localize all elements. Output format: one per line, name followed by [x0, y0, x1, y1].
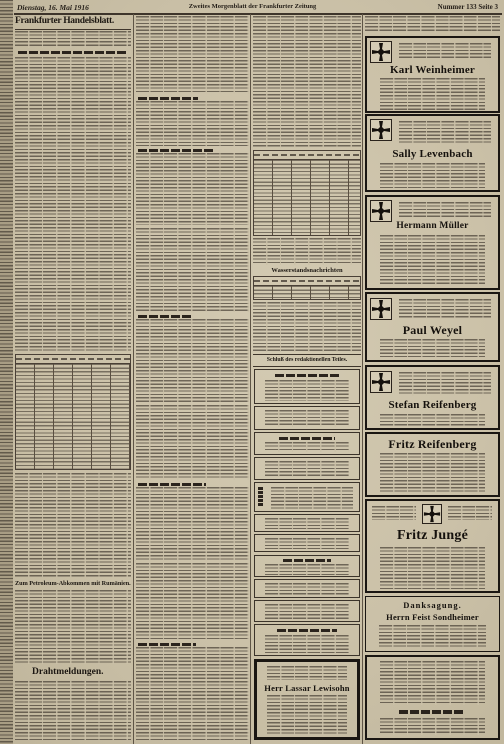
- article-text: [15, 31, 131, 48]
- article-text: [136, 487, 249, 560]
- page-number: Nummer 133 Seite 3: [437, 3, 498, 11]
- end-of-editorial: Schluß des redaktionellen Teiles.: [266, 357, 348, 363]
- ad-text: [265, 461, 348, 477]
- article-text: [136, 101, 249, 146]
- masthead-rule: [14, 13, 502, 15]
- cross-icon: [370, 119, 392, 141]
- section-rule: [253, 366, 361, 367]
- thanks-title: Danksagung.: [403, 600, 462, 610]
- ad-person-name: Herr Lassar Lewisohn: [264, 683, 350, 693]
- notice-text: [372, 506, 416, 520]
- notice-text: [448, 506, 492, 520]
- thanks-notice: [365, 596, 500, 652]
- notice-text: [380, 235, 485, 285]
- column-rule: [362, 14, 363, 744]
- section-heading: Drahtmeldungen.: [32, 667, 104, 677]
- cross-icon: [422, 504, 442, 524]
- article-text: [253, 302, 361, 352]
- article-text: [136, 319, 249, 402]
- deceased-name: Stefan Reifenberg: [388, 399, 477, 411]
- ad-box: [254, 406, 360, 430]
- deceased-name: Paul Weyel: [402, 323, 463, 337]
- article-text: [253, 238, 361, 265]
- deceased-name: Hermann Müller: [396, 221, 469, 231]
- notice-text: [399, 43, 491, 59]
- newspaper-title: Zweites Morgenblatt der Frankfurter Zeitung: [188, 3, 317, 10]
- ad-box: [254, 457, 360, 480]
- water-levels-table: [253, 276, 361, 300]
- thanks-name: Herrn Feist Sondheimer: [386, 612, 479, 622]
- article-text: [136, 153, 249, 225]
- table-header: [16, 355, 130, 364]
- ad-heading: [277, 629, 337, 632]
- ad-text: [265, 564, 348, 575]
- ad-text: [265, 538, 348, 549]
- table-header: [254, 277, 360, 286]
- notice-text: [380, 718, 485, 735]
- notice-heading: [399, 710, 465, 714]
- deceased-name: Fritz Jungé: [396, 528, 469, 543]
- issue-date: Dienstag, 16. Mai 1916: [17, 3, 89, 12]
- article-text: [15, 681, 131, 740]
- article-text: [15, 57, 131, 352]
- notice-text: [399, 121, 491, 143]
- notice-text: [380, 163, 485, 188]
- ad-text: [267, 695, 347, 735]
- ad-text: [265, 604, 348, 619]
- article-text: [15, 473, 131, 577]
- deceased-name: Sally Levenbach: [392, 148, 473, 160]
- ad-heading: [283, 559, 331, 562]
- ad-box: [254, 624, 360, 656]
- column-rule: [133, 14, 134, 744]
- ad-text: [265, 518, 348, 529]
- notice-text: [380, 339, 485, 357]
- table-body: [254, 286, 360, 299]
- death-notice: [365, 195, 500, 290]
- ad-box: [254, 482, 360, 512]
- notice-text: [399, 372, 491, 396]
- article-runin: [138, 97, 198, 100]
- ad-text: [365, 16, 500, 33]
- death-notice: [365, 655, 500, 740]
- ad-box-lewisohn: [254, 659, 360, 740]
- death-notice: [365, 292, 500, 362]
- ad-box: [254, 534, 360, 552]
- cross-icon: [370, 41, 392, 63]
- article-text: [136, 563, 249, 640]
- cross-icon: [370, 200, 392, 222]
- previous-page-edge: [0, 0, 13, 744]
- death-notice: [365, 432, 500, 497]
- cross-icon: [370, 298, 392, 320]
- death-notice: [365, 36, 500, 113]
- ad-box: [254, 432, 360, 455]
- deceased-name: Karl Weinheimer: [390, 64, 475, 76]
- notice-text: [379, 625, 485, 647]
- ad-vertical-label: [258, 487, 263, 507]
- article-text: [253, 16, 361, 148]
- article-runin: [138, 315, 193, 318]
- article-runin: [138, 149, 213, 152]
- notice-text: [380, 414, 485, 426]
- table-body: [16, 364, 130, 469]
- ad-heading: [275, 374, 339, 377]
- ad-text: [271, 487, 353, 509]
- death-notice: [365, 114, 500, 192]
- notice-text: [399, 202, 491, 218]
- ad-box: [254, 514, 360, 532]
- notice-text: [399, 299, 491, 319]
- ad-text: [267, 666, 347, 680]
- section-title: Frankfurter Handelsblatt.: [15, 16, 114, 26]
- article-text: [15, 590, 131, 664]
- article-headline: Zum Petroleum-Abkommen mit Rumänien.: [15, 580, 131, 587]
- ad-text: [265, 635, 348, 653]
- ad-box: [254, 555, 360, 577]
- notice-text: [380, 78, 485, 110]
- ad-text: [265, 380, 348, 401]
- article-text: [136, 16, 249, 94]
- ad-text: [265, 410, 348, 427]
- statistics-table: [15, 354, 131, 470]
- stock-table: [253, 150, 361, 236]
- ad-text: [265, 583, 348, 595]
- ad-box: [254, 369, 360, 404]
- cross-icon: [370, 371, 392, 393]
- column-rule: [250, 14, 251, 744]
- table-header: [254, 151, 360, 160]
- death-notice: [365, 365, 500, 430]
- article-text: [136, 228, 249, 312]
- article-text: [136, 405, 249, 480]
- ad-box: [254, 600, 360, 622]
- ad-box: [254, 579, 360, 598]
- notice-text: [380, 453, 485, 493]
- ad-heading: [279, 437, 335, 440]
- death-notice: [365, 499, 500, 593]
- ad-text: [265, 442, 348, 452]
- article-text: [136, 647, 249, 740]
- article-runin: [138, 483, 206, 486]
- article-headline: [18, 51, 128, 54]
- section-rule: [253, 354, 361, 355]
- deceased-name: Fritz Reifenberg: [388, 437, 477, 451]
- section-rule: [15, 29, 131, 30]
- article-runin: [138, 643, 196, 646]
- notice-text: [380, 661, 485, 705]
- notice-text: [380, 547, 485, 589]
- table-body: [254, 160, 360, 235]
- water-levels-heading: Wasserstandsnachrichten: [271, 267, 343, 274]
